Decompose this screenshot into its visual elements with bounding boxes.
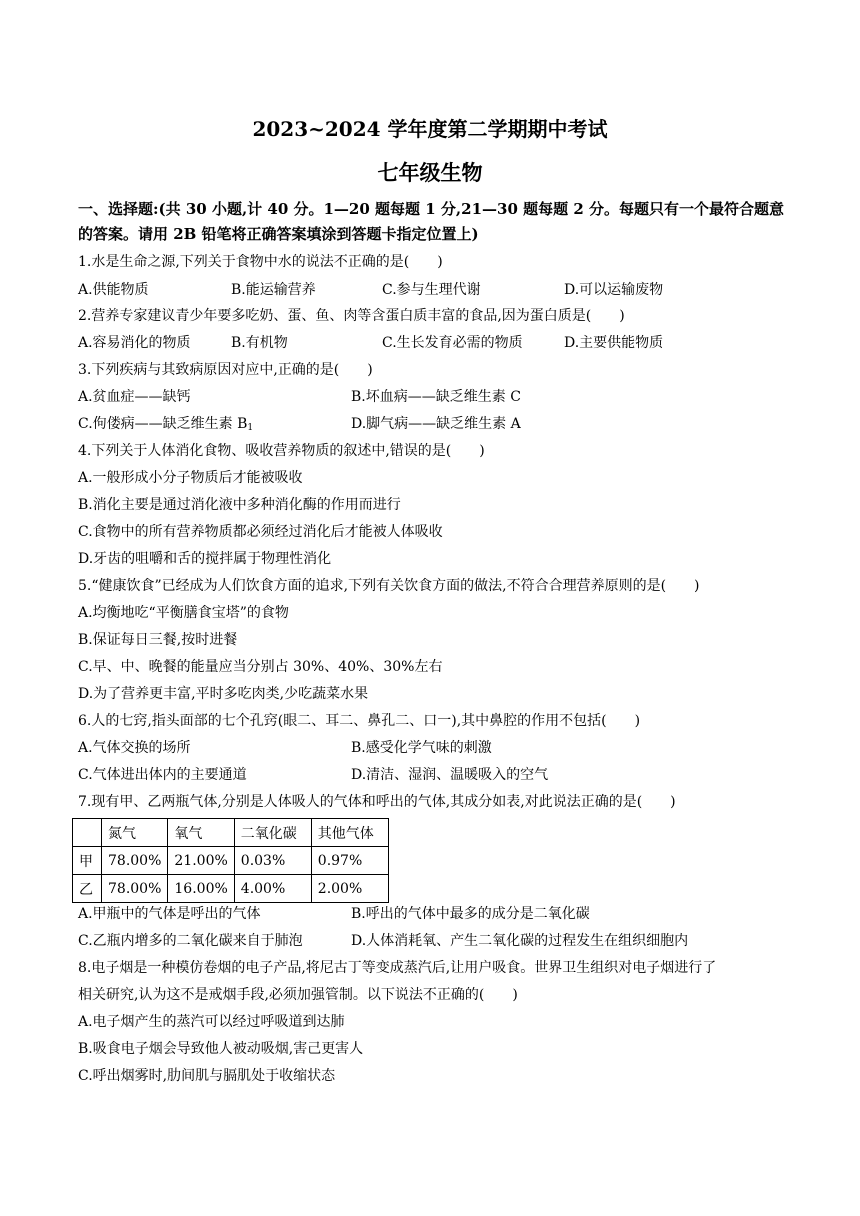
question-5-stem: 5.“健康饮食”已经成为人们饮食方面的追求,下列有关饮食方面的做法,不符合合理营养原则的是( ) bbox=[78, 578, 700, 594]
table-row bbox=[73, 875, 389, 903]
question-4-stem: 4.下列关于人体消化食物、吸收营养物质的叙述中,错误的是( ) bbox=[78, 443, 485, 459]
exam-title: 2023~2024 学年度第二学期期中考试 bbox=[252, 117, 608, 141]
q5-option-a: A.均衡地吃“平衡膳食宝塔”的食物 bbox=[78, 605, 289, 621]
section-heading: 一、选择题:(共 30 小题,计 40 分。1—20 题每题 1 分,21—30 题每题 2 分。每题只有一个最符合题意的答案。请用 2B 铅笔将正确答案填涂到答题卡指定位置上) bbox=[78, 200, 784, 243]
q2-option-a: A.容易消化的物质 bbox=[78, 335, 191, 351]
q6-option-b: B.感受化学气味的刺激 bbox=[351, 740, 492, 756]
q3-option-b: B.坏血病——缺乏维生素 C bbox=[351, 389, 521, 405]
table-cell: 甲 bbox=[73, 847, 102, 875]
table-header-cell bbox=[73, 819, 102, 847]
q4-option-c: C.食物中的所有营养物质都必须经过消化后才能被人体吸收 bbox=[78, 524, 443, 540]
table-cell: 4.00% bbox=[234, 875, 311, 903]
q3-option-c-text: C.佝偻病——缺乏维生素 B bbox=[78, 416, 248, 432]
q2-option-d: D.主要供能物质 bbox=[564, 335, 664, 351]
q5-option-c: C.早、中、晚餐的能量应当分别占 30%、40%、30%左右 bbox=[78, 659, 443, 675]
q4-option-d: D.牙齿的咀嚼和舌的搅拌属于物理性消化 bbox=[78, 551, 332, 567]
q3-option-a: A.贫血症——缺钙 bbox=[78, 389, 191, 405]
q1-option-a: A.供能物质 bbox=[78, 282, 149, 298]
gas-composition-table bbox=[72, 818, 389, 903]
q5-option-b: B.保证每日三餐,按时进餐 bbox=[78, 632, 238, 648]
table-row bbox=[73, 847, 389, 875]
table-cell: 78.00% bbox=[102, 875, 168, 903]
table-header-row bbox=[73, 819, 389, 847]
table-header-cell: 氮气 bbox=[102, 819, 168, 847]
question-1-stem: 1.水是生命之源,下列关于食物中水的说法不正确的是( ) bbox=[78, 254, 443, 270]
question-2-stem: 2.营养专家建议青少年要多吃奶、蛋、鱼、肉等含蛋白质丰富的食品,因为蛋白质是( ) bbox=[78, 308, 625, 324]
question-7-stem: 7.现有甲、乙两瓶气体,分别是人体吸人的气体和呼出的气体,其成分如表,对此说法正确的是( ) bbox=[78, 794, 676, 810]
q2-option-c: C.生长发育必需的物质 bbox=[382, 335, 523, 351]
table-header-cell: 其他气体 bbox=[311, 819, 388, 847]
q7-option-c: C.乙瓶内增多的二氧化碳来自于肺泡 bbox=[78, 933, 303, 949]
table-cell: 2.00% bbox=[311, 875, 388, 903]
q8-option-c: C.呼出烟雾时,肋间肌与膈肌处于收缩状态 bbox=[78, 1068, 336, 1084]
q1-option-c: C.参与生理代谢 bbox=[382, 282, 481, 298]
q1-option-d: D.可以运输废物 bbox=[564, 282, 664, 298]
table-cell: 0.03% bbox=[234, 847, 311, 875]
question-8-stem-line1: 8.电子烟是一种模仿卷烟的电子产品,将尼古丁等变成蒸汽后,让用户吸食。世界卫生组织对电子烟进行了 bbox=[78, 960, 717, 976]
q4-option-b: B.消化主要是通过消化液中多种消化酶的作用而进行 bbox=[78, 497, 401, 513]
q6-option-c: C.气体进出体内的主要通道 bbox=[78, 767, 247, 783]
table-header-cell: 二氧化碳 bbox=[234, 819, 311, 847]
table-cell: 0.97% bbox=[311, 847, 388, 875]
q6-option-d: D.清洁、湿润、温暖吸入的空气 bbox=[351, 767, 549, 783]
table-cell: 21.00% bbox=[168, 847, 234, 875]
question-8-stem-line2: 相关研究,认为这不是戒烟手段,必须加强管制。以下说法不正确的( ) bbox=[78, 987, 518, 1003]
question-6-stem: 6.人的七窍,指头面部的七个孔窍(眼二、耳二、鼻孔二、口一),其中鼻腔的作用不包括( ) bbox=[78, 713, 641, 729]
q8-option-b: B.吸食电子烟会导致他人被动吸烟,害己更害人 bbox=[78, 1041, 364, 1057]
table-cell: 78.00% bbox=[102, 847, 168, 875]
q7-option-d: D.人体消耗氧、产生二氧化碳的过程发生在组织细胞内 bbox=[351, 933, 689, 949]
q1-option-b: B.能运输营养 bbox=[231, 282, 316, 298]
q5-option-d: D.为了营养更丰富,平时多吃肉类,少吃蔬菜水果 bbox=[78, 686, 369, 702]
question-3-stem: 3.下列疾病与其致病原因对应中,正确的是( ) bbox=[78, 362, 373, 378]
q6-option-a: A.气体交换的场所 bbox=[78, 740, 191, 756]
q8-option-a: A.电子烟产生的蒸汽可以经过呼吸道到达肺 bbox=[78, 1014, 345, 1030]
q4-option-a: A.一般形成小分子物质后才能被吸收 bbox=[78, 470, 303, 486]
table-header-cell: 氧气 bbox=[168, 819, 234, 847]
table-cell: 乙 bbox=[73, 875, 102, 903]
q3-option-c-subscript: 1 bbox=[247, 423, 254, 433]
table-cell: 16.00% bbox=[168, 875, 234, 903]
q3-option-d: D.脚气病——缺乏维生素 A bbox=[351, 416, 521, 432]
q7-option-a: A.甲瓶中的气体是呼出的气体 bbox=[78, 906, 261, 922]
exam-subject: 七年级生物 bbox=[377, 160, 483, 185]
q3-option-c bbox=[78, 415, 253, 437]
q2-option-b: B.有机物 bbox=[231, 335, 288, 351]
q7-option-b: B.呼出的气体中最多的成分是二氧化碳 bbox=[351, 906, 590, 922]
